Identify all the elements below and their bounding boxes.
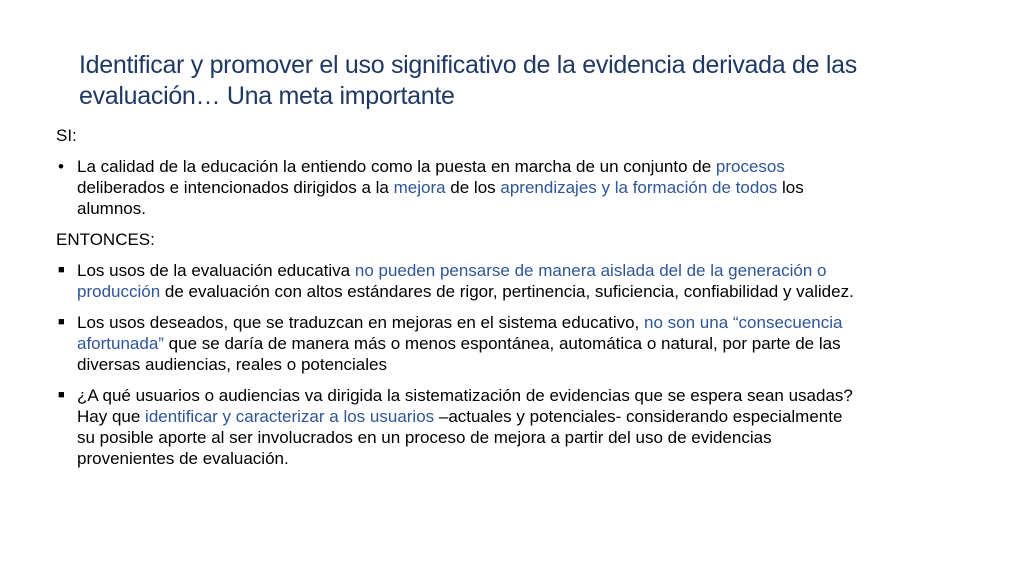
title-line: evaluación… Una meta importante bbox=[79, 82, 455, 110]
text-line bbox=[77, 427, 976, 448]
text-line bbox=[77, 333, 976, 354]
text-run: deliberados e intencionados dirigidos a la bbox=[77, 178, 394, 197]
text-run: diversas audiencias, reales o potenciales bbox=[77, 355, 387, 374]
text-line bbox=[77, 448, 976, 469]
text-line bbox=[77, 177, 976, 198]
square-bullet-icon: ■ bbox=[58, 264, 65, 276]
text-run: ¿A qué usuarios o audiencias va dirigida la sistematización de evidencias que se espera sean usadas? bbox=[77, 386, 853, 405]
text-run: alumnos. bbox=[77, 199, 146, 218]
text-run: provenientes de evaluación. bbox=[77, 449, 289, 468]
text-line bbox=[77, 406, 976, 427]
highlight-text: procesos bbox=[715, 157, 785, 176]
bullet-evaluation-uses bbox=[56, 260, 976, 302]
text-run: de los bbox=[445, 178, 501, 197]
quality-paragraph bbox=[56, 156, 976, 219]
highlight-text: aprendizajes y la formación de todos bbox=[500, 178, 778, 197]
text-run: Los usos de la evaluación educativa bbox=[77, 261, 355, 280]
text-run: La calidad de la educación la entiendo como la puesta en marcha de un conjunto de bbox=[77, 157, 716, 176]
text-run: que se daría de manera más o menos espontánea, automática o natural, por parte de las bbox=[163, 334, 841, 353]
text-run: su posible aporte al ser involucrados en un proceso de mejora a partir del uso de evidencias bbox=[77, 428, 772, 447]
text-line bbox=[77, 260, 976, 281]
text-run: de evaluación con altos estándares de rigor, pertinencia, suficiencia, confiabilidad y validez. bbox=[160, 282, 854, 301]
text-run: Los usos deseados, que se traduzcan en mejoras en el sistema educativo, bbox=[77, 313, 645, 332]
text-run: –actuales y potenciales- considerando especialmente bbox=[434, 407, 843, 426]
highlight-text: afortunada” bbox=[77, 334, 164, 353]
highlight-text: mejora bbox=[393, 178, 446, 197]
bullet-desired-uses bbox=[56, 312, 976, 375]
text-line bbox=[77, 198, 976, 219]
slide-body bbox=[56, 125, 976, 479]
round-bullet-icon: • bbox=[58, 157, 64, 176]
title-line: Identificar y promover el uso significativo de la evidencia derivada de las bbox=[79, 51, 857, 79]
text-line bbox=[77, 354, 976, 375]
highlight-text: identificar y caracterizar a los usuarios bbox=[145, 407, 435, 426]
text-run: los bbox=[777, 178, 804, 197]
slide-title bbox=[79, 50, 979, 112]
text-line bbox=[77, 281, 976, 302]
bullet-audiences bbox=[56, 385, 976, 469]
entonces-label: ENTONCES: bbox=[56, 230, 155, 249]
text-run: Hay que bbox=[77, 407, 146, 426]
text-line bbox=[77, 312, 976, 333]
highlight-text: no son una “consecuencia bbox=[644, 313, 843, 332]
text-line bbox=[77, 156, 976, 177]
highlight-text: no pueden pensarse de manera aislada del de la generación o bbox=[354, 261, 827, 280]
highlight-text: producción bbox=[77, 282, 161, 301]
text-line bbox=[77, 385, 976, 406]
si-label: SI: bbox=[56, 126, 77, 145]
square-bullet-icon: ■ bbox=[58, 316, 65, 328]
square-bullet-icon: ■ bbox=[58, 389, 65, 401]
